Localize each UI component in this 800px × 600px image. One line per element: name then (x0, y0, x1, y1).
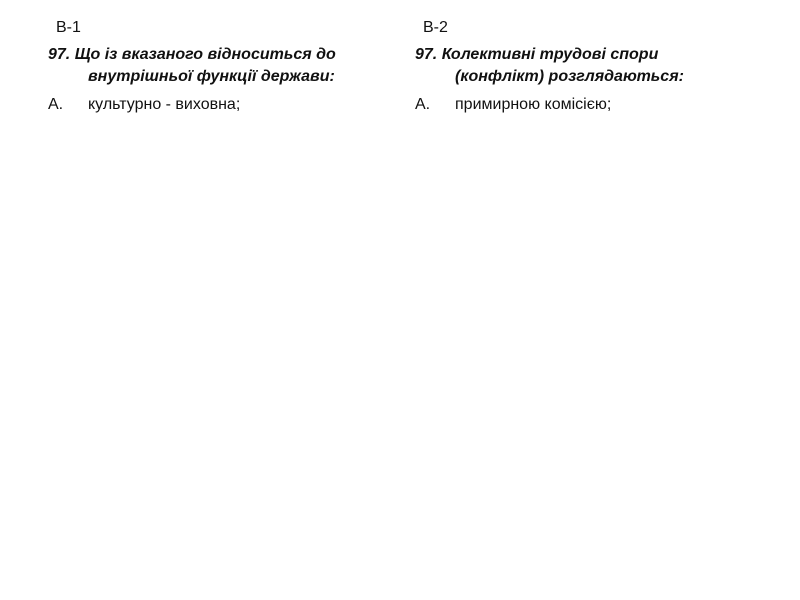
answer-option (48, 94, 388, 116)
variant-column-right (415, 18, 755, 116)
question-line: (конфлікт) розглядаються: (455, 68, 684, 85)
variant-column-left (48, 18, 388, 116)
answer-text: культурно - виховна; (88, 96, 241, 113)
answer-text: примирною комісією; (455, 96, 612, 113)
answer-letter: А. (415, 96, 431, 113)
answer-option (415, 94, 755, 116)
variant-label: В-2 (423, 19, 448, 36)
question-line: внутрішньої функції держави: (88, 68, 335, 85)
variant-label: В-1 (56, 19, 81, 36)
answer-letter: А. (48, 96, 64, 113)
question-line: 97. Колективні трудові спори (415, 46, 659, 63)
question-text (415, 44, 755, 88)
question-line: 97. Що із вказаного відноситься до (48, 46, 336, 63)
question-text (48, 44, 388, 88)
